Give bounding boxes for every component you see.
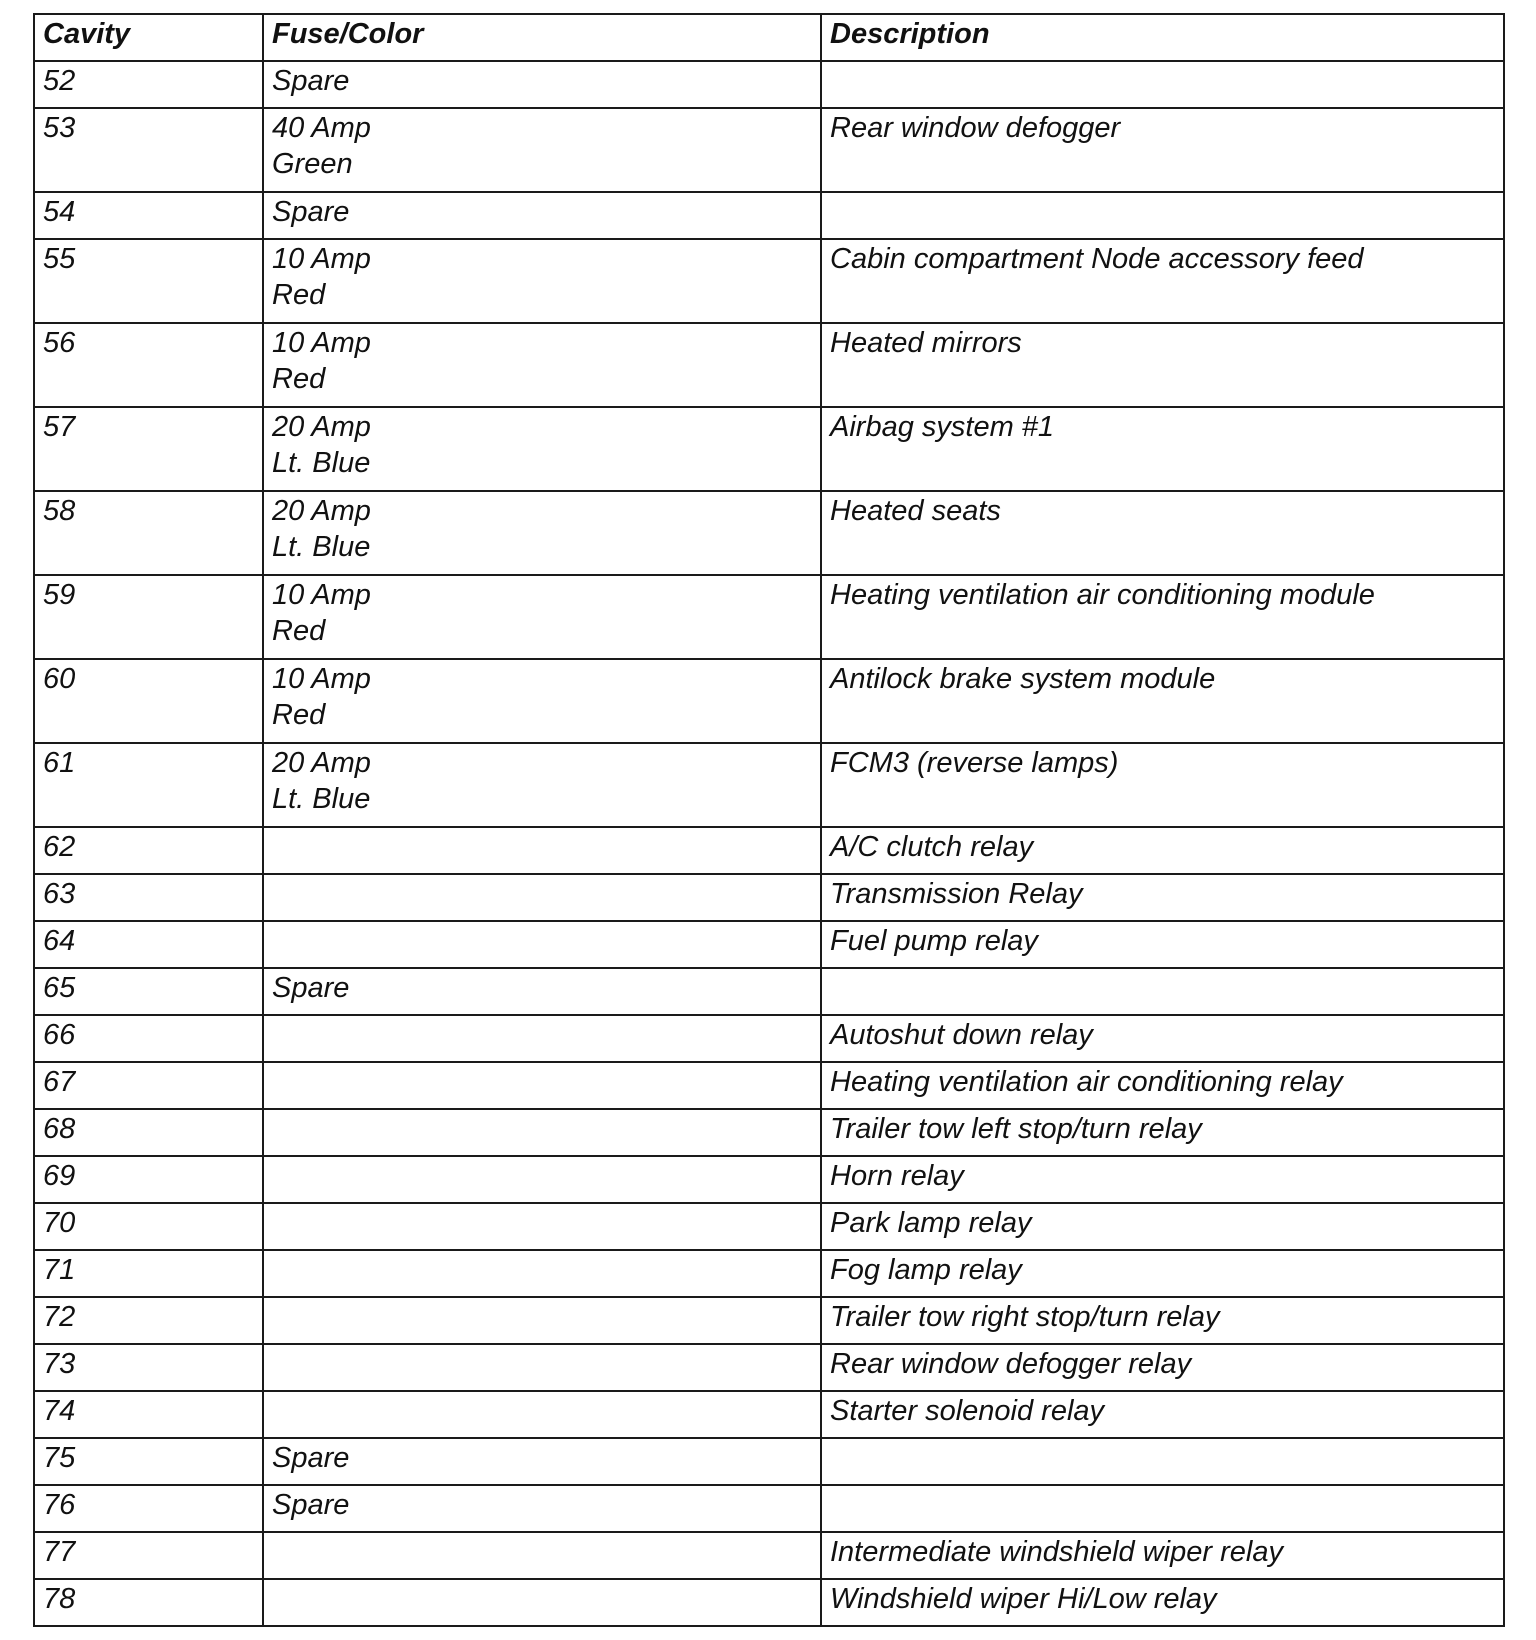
description-cell: Heated seats: [821, 491, 1504, 575]
cavity-cell: 70: [34, 1203, 263, 1250]
header-description: Description: [821, 14, 1504, 61]
description-cell: A/C clutch relay: [821, 827, 1504, 874]
fuse-color-cell: [263, 61, 821, 108]
fuse-color-cell: [263, 1062, 821, 1109]
table-row: [34, 323, 1504, 407]
cavity-cell: 52: [34, 61, 263, 108]
table-row: [34, 659, 1504, 743]
description-cell: Autoshut down relay: [821, 1015, 1504, 1062]
description-cell: FCM3 (reverse lamps): [821, 743, 1504, 827]
fuse-color-cell: [263, 1250, 821, 1297]
table-row: [34, 827, 1504, 874]
cavity-cell: 71: [34, 1250, 263, 1297]
table-row: [34, 491, 1504, 575]
table-header-row: [34, 14, 1504, 61]
header-fuse-color: Fuse/Color: [263, 14, 821, 61]
header-cavity: Cavity: [34, 14, 263, 61]
fuse-table: [33, 13, 1505, 1627]
table-body: [34, 61, 1504, 1626]
description-cell: Starter solenoid relay: [821, 1391, 1504, 1438]
cavity-cell: 74: [34, 1391, 263, 1438]
fuse-rating: 40 Amp: [272, 112, 371, 144]
cavity-cell: 77: [34, 1532, 263, 1579]
cavity-cell: 59: [34, 575, 263, 659]
cavity-cell: 62: [34, 827, 263, 874]
table-row: [34, 743, 1504, 827]
fuse-color-cell: [263, 968, 821, 1015]
table-row: [34, 1485, 1504, 1532]
description-cell: Rear window defogger: [821, 108, 1504, 192]
fuse-color-cell: [263, 1156, 821, 1203]
description-cell: Transmission Relay: [821, 874, 1504, 921]
table-row: [34, 1438, 1504, 1485]
fuse-color-cell: [263, 491, 821, 575]
fuse-color-cell: [263, 1485, 821, 1532]
fuse-color-cell: [263, 827, 821, 874]
table-row: [34, 575, 1504, 659]
fuse-color-cell: [263, 108, 821, 192]
fuse-rating: 10 Amp: [272, 663, 371, 695]
fuse-color-cell: [263, 1344, 821, 1391]
table-row: [34, 239, 1504, 323]
description-cell: Horn relay: [821, 1156, 1504, 1203]
fuse-color-cell: [263, 407, 821, 491]
fuse-color-cell: [263, 1579, 821, 1626]
cavity-cell: 53: [34, 108, 263, 192]
fuse-color-cell: [263, 1109, 821, 1156]
fuse-color-cell: [263, 1391, 821, 1438]
fuse-color-cell: [263, 192, 821, 239]
table-row: [34, 921, 1504, 968]
fuse-color: Lt. Blue: [272, 531, 371, 563]
fuse-color-cell: [263, 1203, 821, 1250]
description-cell: Cabin compartment Node accessory feed: [821, 239, 1504, 323]
table-row: [34, 108, 1504, 192]
description-cell: [821, 1485, 1504, 1532]
fuse-color: Red: [272, 363, 326, 395]
cavity-cell: 55: [34, 239, 263, 323]
table-row: [34, 61, 1504, 108]
fuse-color-cell: [263, 1297, 821, 1344]
fuse-rating: 20 Amp: [272, 411, 371, 443]
fuse-color-cell: [263, 743, 821, 827]
cavity-cell: 76: [34, 1485, 263, 1532]
fuse-rating: 20 Amp: [272, 747, 371, 779]
cavity-cell: 75: [34, 1438, 263, 1485]
cavity-cell: 78: [34, 1579, 263, 1626]
fuse-rating: Spare: [272, 1489, 350, 1521]
fuse-color-cell: [263, 874, 821, 921]
cavity-cell: 54: [34, 192, 263, 239]
description-cell: [821, 61, 1504, 108]
table-row: [34, 1156, 1504, 1203]
description-cell: Heating ventilation air conditioning relay: [821, 1062, 1504, 1109]
cavity-cell: 58: [34, 491, 263, 575]
table-row: [34, 407, 1504, 491]
table-row: [34, 1250, 1504, 1297]
table-row: [34, 1109, 1504, 1156]
description-cell: Windshield wiper Hi/Low relay: [821, 1579, 1504, 1626]
fuse-color-cell: [263, 323, 821, 407]
cavity-cell: 73: [34, 1344, 263, 1391]
fuse-rating: Spare: [272, 65, 350, 97]
cavity-cell: 56: [34, 323, 263, 407]
table-row: [34, 874, 1504, 921]
description-cell: [821, 192, 1504, 239]
table-row: [34, 1391, 1504, 1438]
fuse-color-cell: [263, 1532, 821, 1579]
cavity-cell: 68: [34, 1109, 263, 1156]
fuse-color: Lt. Blue: [272, 783, 371, 815]
cavity-cell: 63: [34, 874, 263, 921]
fuse-rating: 10 Amp: [272, 579, 371, 611]
description-cell: Heating ventilation air conditioning module: [821, 575, 1504, 659]
description-cell: Fuel pump relay: [821, 921, 1504, 968]
cavity-cell: 60: [34, 659, 263, 743]
table-row: [34, 1062, 1504, 1109]
table-row: [34, 1532, 1504, 1579]
fuse-color-cell: [263, 659, 821, 743]
table-row: [34, 968, 1504, 1015]
table-row: [34, 1015, 1504, 1062]
fuse-rating: 10 Amp: [272, 327, 371, 359]
table-row: [34, 1579, 1504, 1626]
description-cell: Fog lamp relay: [821, 1250, 1504, 1297]
description-cell: Antilock brake system module: [821, 659, 1504, 743]
fuse-color-cell: [263, 575, 821, 659]
fuse-color: Red: [272, 699, 326, 731]
fuse-color-cell: [263, 1015, 821, 1062]
fuse-rating: Spare: [272, 972, 350, 1004]
cavity-cell: 69: [34, 1156, 263, 1203]
cavity-cell: 61: [34, 743, 263, 827]
fuse-color-cell: [263, 239, 821, 323]
fuse-color-cell: [263, 1438, 821, 1485]
description-cell: Trailer tow left stop/turn relay: [821, 1109, 1504, 1156]
fuse-rating: Spare: [272, 1442, 350, 1474]
cavity-cell: 72: [34, 1297, 263, 1344]
description-cell: Intermediate windshield wiper relay: [821, 1532, 1504, 1579]
fuse-color-cell: [263, 921, 821, 968]
description-cell: Heated mirrors: [821, 323, 1504, 407]
description-cell: [821, 968, 1504, 1015]
fuse-color: Red: [272, 615, 326, 647]
fuse-color: Red: [272, 279, 326, 311]
cavity-cell: 65: [34, 968, 263, 1015]
fuse-rating: 20 Amp: [272, 495, 371, 527]
cavity-cell: 66: [34, 1015, 263, 1062]
cavity-cell: 57: [34, 407, 263, 491]
cavity-cell: 67: [34, 1062, 263, 1109]
description-cell: Rear window defogger relay: [821, 1344, 1504, 1391]
table-row: [34, 1203, 1504, 1250]
fuse-rating: Spare: [272, 196, 350, 228]
description-cell: Trailer tow right stop/turn relay: [821, 1297, 1504, 1344]
description-cell: Park lamp relay: [821, 1203, 1504, 1250]
table-row: [34, 1297, 1504, 1344]
description-cell: Airbag system #1: [821, 407, 1504, 491]
table-row: [34, 1344, 1504, 1391]
fuse-color: Green: [272, 148, 353, 180]
cavity-cell: 64: [34, 921, 263, 968]
table-row: [34, 192, 1504, 239]
fuse-rating: 10 Amp: [272, 243, 371, 275]
fuse-color: Lt. Blue: [272, 447, 371, 479]
description-cell: [821, 1438, 1504, 1485]
